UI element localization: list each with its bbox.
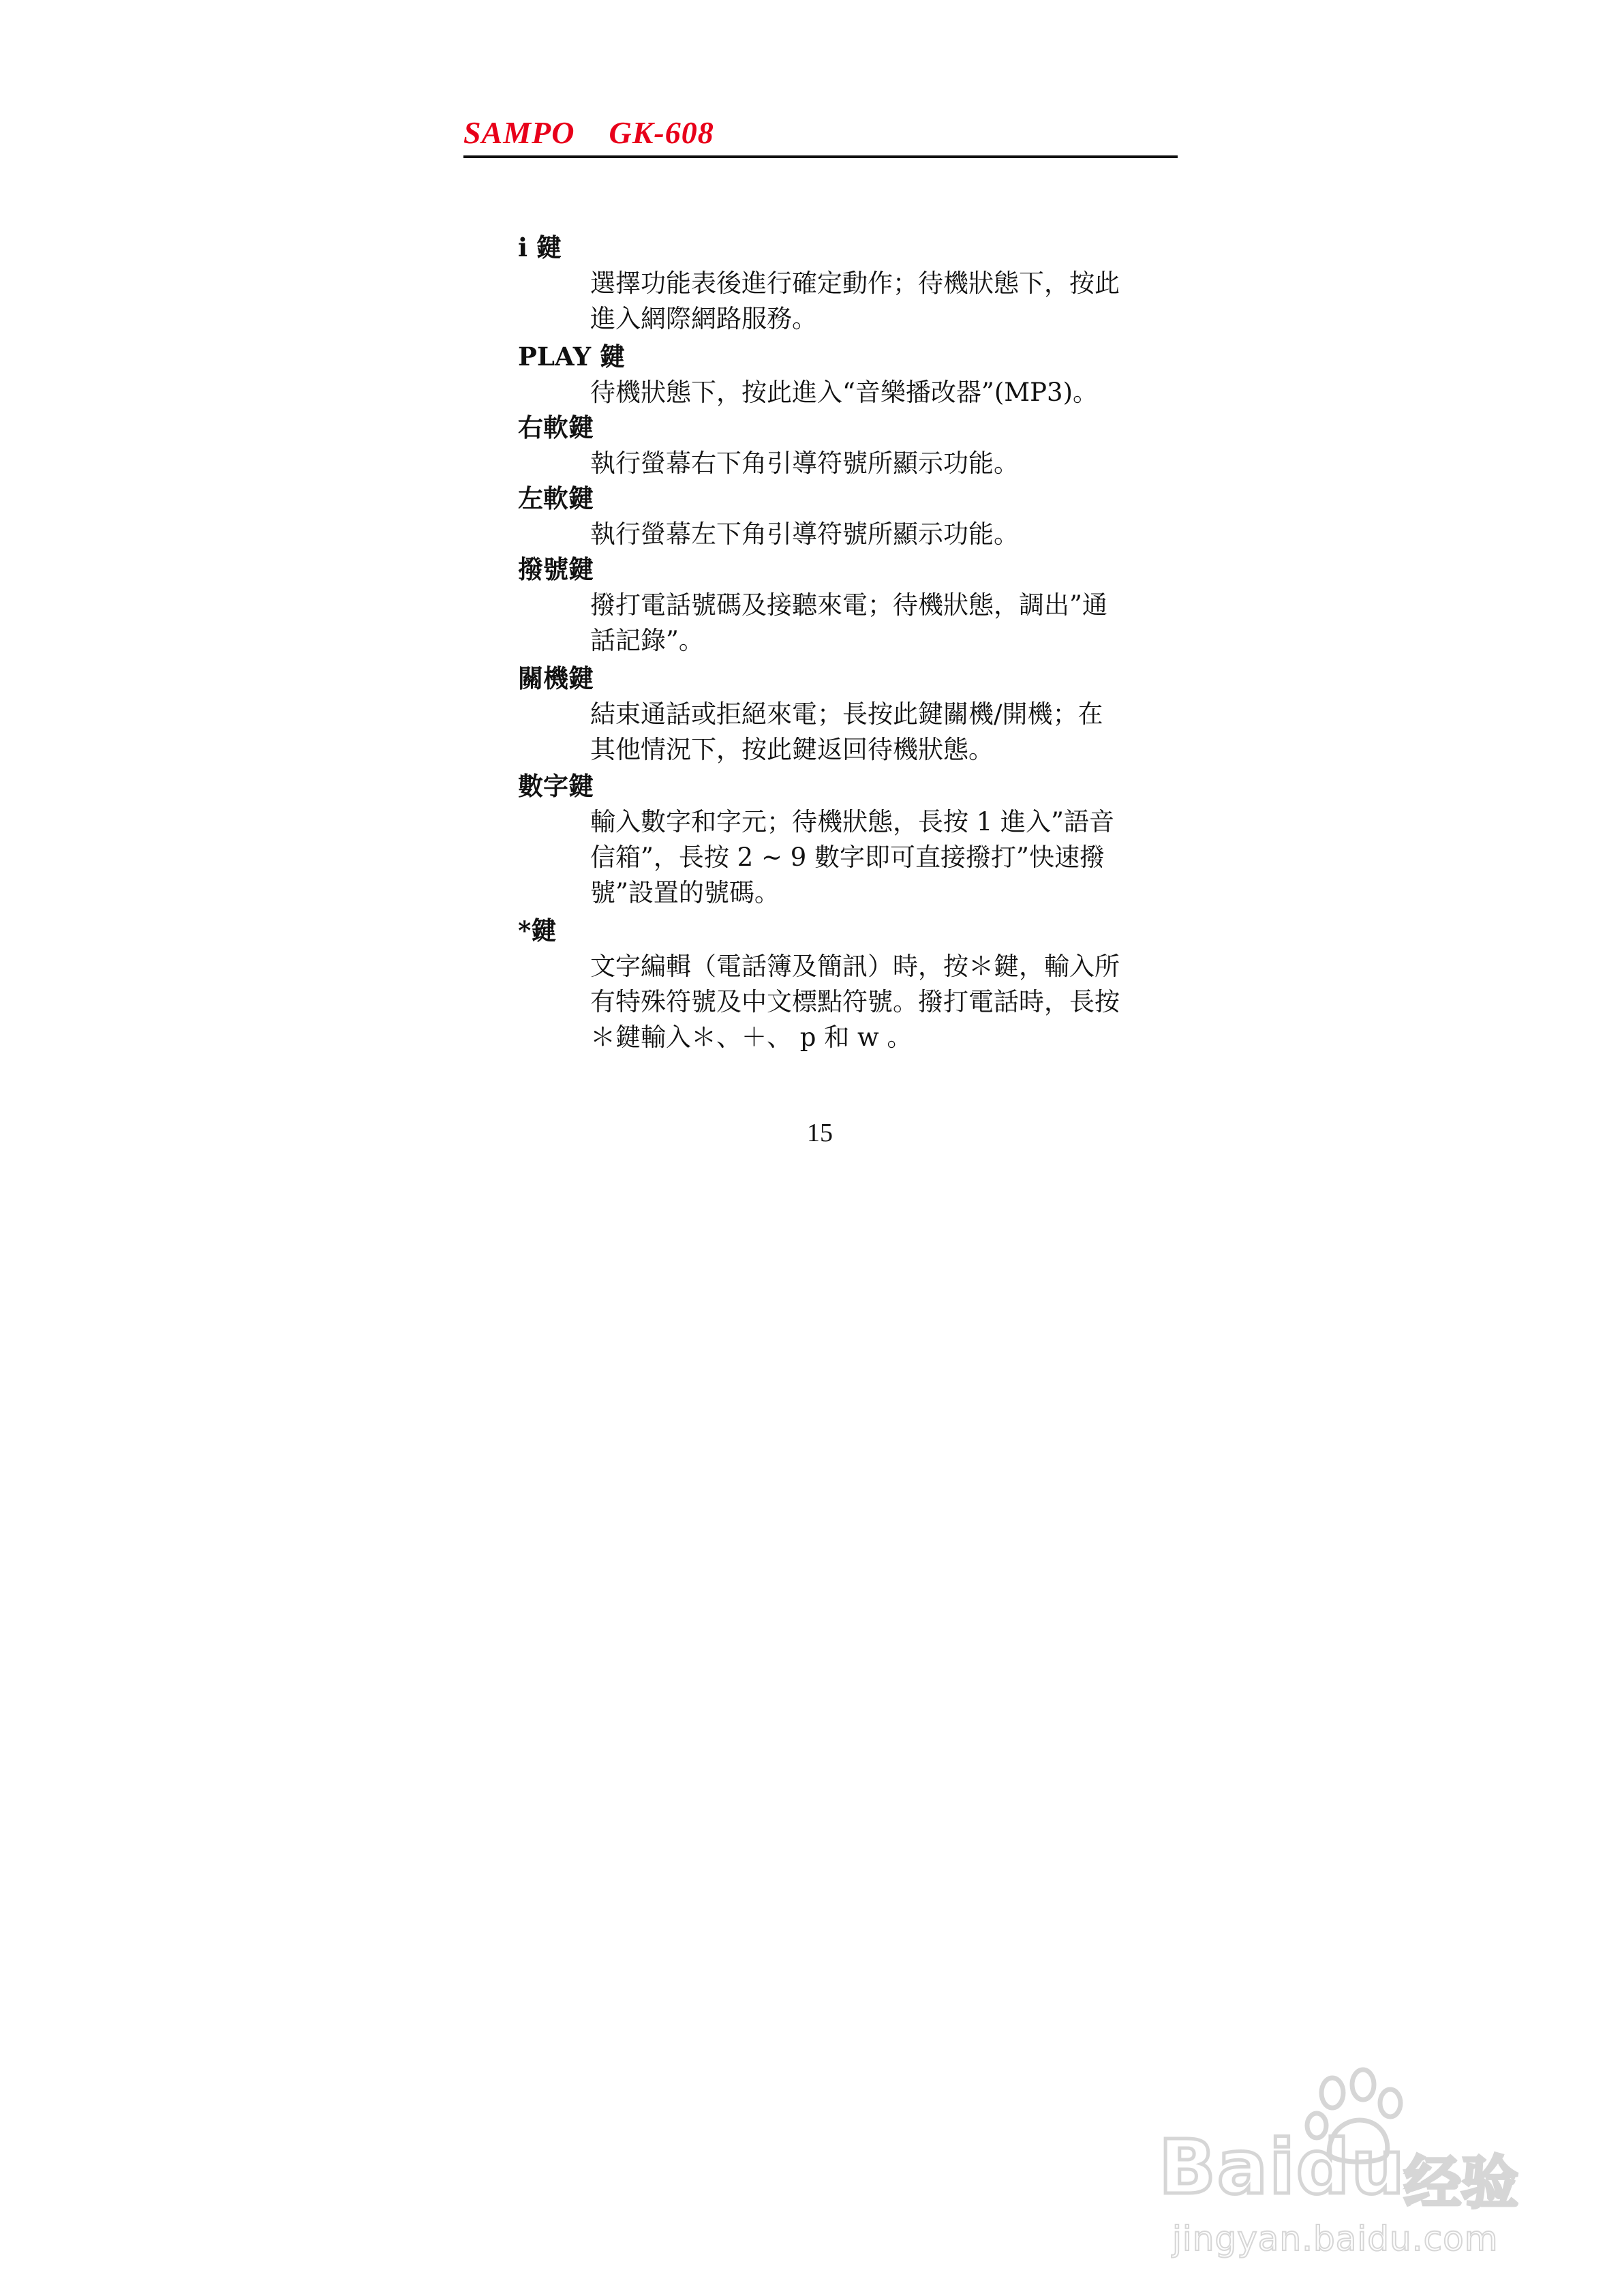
desc-left-soft-key — [590, 517, 1169, 552]
desc-star-key — [590, 949, 1169, 1055]
desc-line: 其他情況下，按此鍵返回待機狀態。 — [590, 735, 994, 764]
desc-line: 文字編輯（電話簿及簡訊）時，按＊鍵，輸入所 — [590, 952, 1120, 981]
desc-line: 結束通話或拒絕來電；長按此鍵關機/開機；在 — [590, 699, 1103, 729]
term-play-key: PLAY 鍵 — [518, 342, 625, 372]
desc-line: 待機狀態下，按此進入“音樂播改器”(MP3)。 — [590, 378, 1099, 407]
term-i-key: i 鍵 — [518, 232, 562, 262]
jingyan-logo-text: 经验 — [1404, 2149, 1519, 2216]
baidu-jingyan-watermark — [1159, 2066, 1554, 2270]
desc-line: 執行螢幕左下角引導符號所顯示功能。 — [590, 519, 1019, 549]
desc-line: 執行螢幕右下角引導符號所顯示功能。 — [590, 449, 1019, 478]
page-number: 15 — [807, 1119, 833, 1147]
desc-line: 信箱”，長按 2 ~ 9 數字即可直接撥打”快速撥 — [590, 843, 1105, 872]
term-right-soft-key: 右軟鍵 — [518, 412, 594, 442]
desc-line: 號”設置的號碼。 — [590, 878, 780, 907]
desc-line: ＊鍵輸入＊、＋、 p 和 w 。 — [590, 1023, 913, 1052]
desc-line: 話記錄”。 — [590, 626, 704, 655]
baidu-logo-text: Baidu — [1159, 2124, 1406, 2211]
desc-line: 選擇功能表後進行確定動作；待機狀態下，按此 — [590, 269, 1120, 298]
term-left-soft-key: 左軟鍵 — [518, 483, 594, 513]
desc-number-keys — [590, 804, 1169, 911]
desc-line: 輸入數字和字元；待機狀態，長按 1 進入”語音 — [590, 807, 1114, 836]
desc-line: 有特殊符號及中文標點符號。撥打電話時，長按 — [590, 987, 1120, 1016]
desc-power-key — [590, 697, 1169, 768]
document-header-title: SAMPO GK-608 — [463, 115, 714, 150]
desc-i-key — [590, 266, 1169, 337]
term-number-keys: 數字鍵 — [518, 771, 594, 801]
desc-dial-key — [590, 588, 1169, 659]
desc-right-soft-key — [590, 446, 1169, 481]
watermark-url: jingyan.baidu.com — [1172, 2219, 1499, 2259]
desc-play-key — [590, 375, 1169, 410]
desc-line: 進入網際網路服務。 — [590, 304, 817, 333]
term-power-key: 關機鍵 — [518, 663, 594, 693]
term-dial-key: 撥號鍵 — [518, 554, 594, 584]
header-divider — [463, 155, 1178, 158]
term-star-key: *鍵 — [518, 916, 557, 946]
desc-line: 撥打電話號碼及接聽來電；待機狀態，調出”通 — [590, 590, 1107, 620]
